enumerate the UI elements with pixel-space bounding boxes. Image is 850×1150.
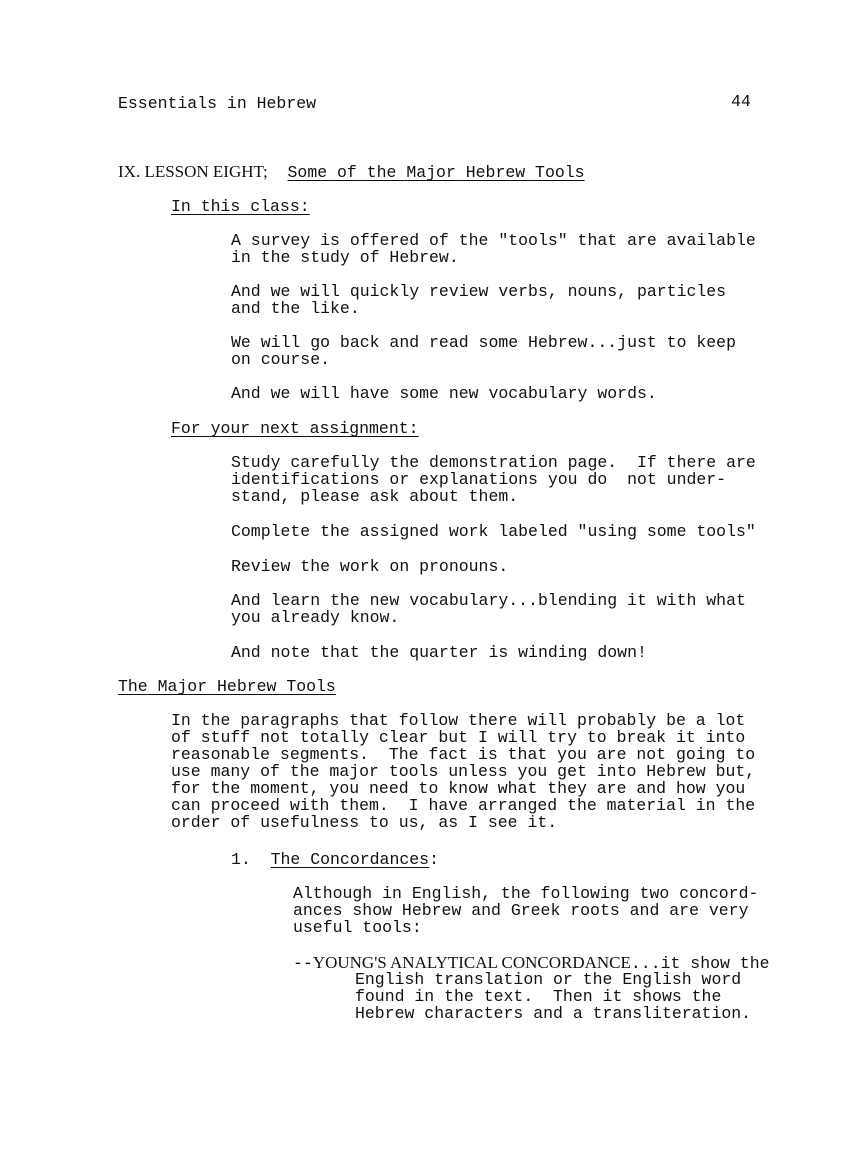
class-item-survey: A survey is offered of the "tools" that are available in the study of Hebrew.	[231, 231, 756, 267]
young-concordance-entry: --YOUNG'S ANALYTICAL CONCORDANCE...it show the	[293, 953, 770, 973]
section-title: The Concordances	[270, 850, 430, 869]
assignment-item-pronouns: Review the work on pronouns.	[231, 557, 509, 576]
major-tools-heading: The Major Hebrew Tools	[118, 677, 336, 696]
class-item-review: And we will quickly review verbs, nouns, particles and the like.	[231, 282, 727, 318]
in-this-class-label: In this class:	[171, 197, 310, 216]
section-number: 1.	[231, 850, 251, 869]
next-assignment-label: For your next assignment:	[171, 419, 419, 438]
class-item-read-hebrew: We will go back and read some Hebrew...just to keep on course.	[231, 333, 736, 369]
lesson-heading	[118, 163, 585, 181]
assignment-item-study: Study carefully the demonstration page. If there are identifications or explanations you do not under- stand, please ask about them.	[231, 453, 756, 506]
concordance-intro: Although in English, the following two concord- ances show Hebrew and Greek roots and are very useful tools:	[293, 884, 759, 937]
young-concordance-description: English translation or the English word found in the text. Then it shows the Hebrew characters and a transliteration.	[355, 970, 752, 1023]
assignment-item-quarter: And note that the quarter is winding down!	[231, 643, 647, 662]
lesson-heading-title: Some of the Major Hebrew Tools	[287, 163, 585, 182]
assignment-item-complete: Complete the assigned work labeled "using some tools"	[231, 522, 756, 541]
running-header-title: Essentials in Hebrew	[118, 94, 317, 113]
assignment-item-learn-vocab: And learn the new vocabulary...blending it with what you already know.	[231, 591, 746, 627]
young-concordance-title: YOUNG'S ANALYTICAL CONCORDANCE	[312, 953, 631, 972]
page-number: 44	[731, 92, 751, 111]
class-item-vocabulary: And we will have some new vocabulary words.	[231, 384, 657, 403]
lesson-heading-prefix: IX. LESSON EIGHT;	[118, 162, 268, 181]
major-tools-intro: In the paragraphs that follow there will probably be a lot of stuff not totally clear but I will try to break it into reasonable segments. The fact is that you are not going to use many of the major tools unless you get into Hebrew but, for the moment, you need to know what they are and how you can proceed with them. I have arranged the material in the order of usefulness to us, as I see it.	[171, 711, 756, 832]
section-concordances-heading: 1. The Concordances:	[231, 850, 439, 869]
